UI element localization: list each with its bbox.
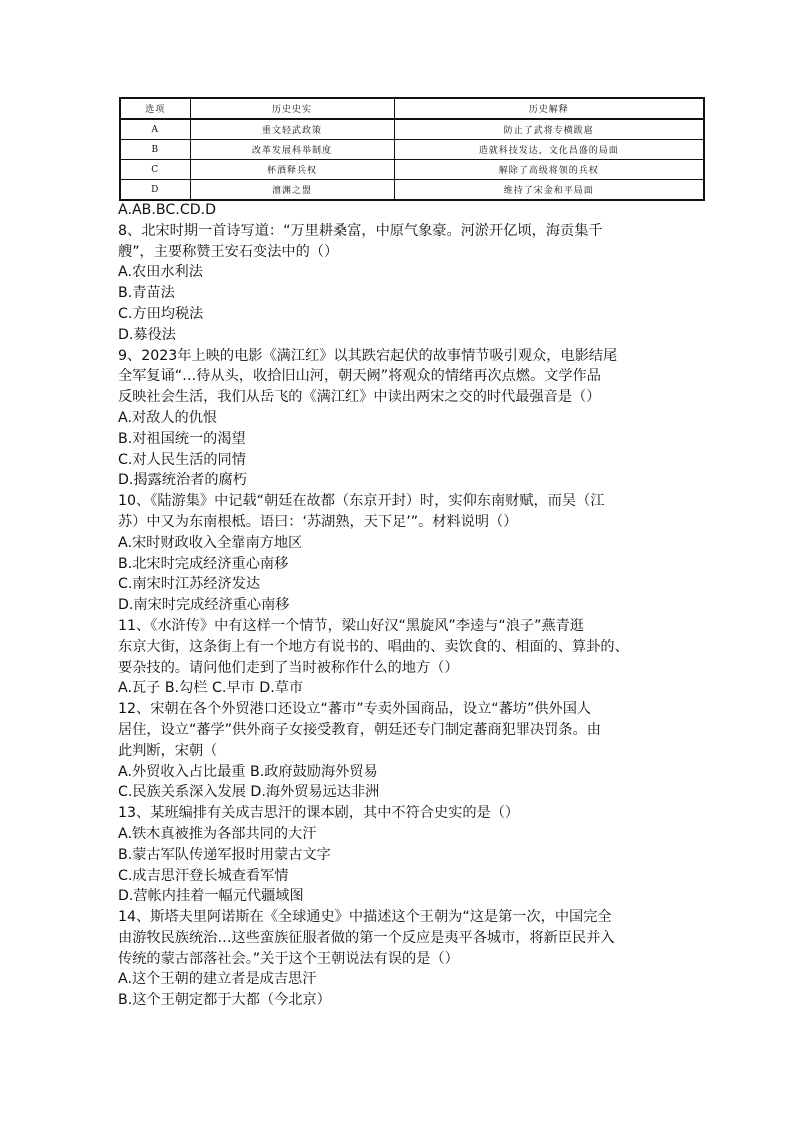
text-line: D.营帐内挂着一幅元代疆域图: [118, 888, 304, 905]
text-line: A.农田水利法: [118, 264, 203, 281]
table-cell: 防止了武将专横跋扈: [394, 119, 704, 140]
text-line: 14、斯塔夫里阿诺斯在《全球通史》中描述这个王朝为“这是第一次，中国完全: [118, 909, 612, 926]
table-cell: 杯酒释兵权: [190, 160, 394, 180]
table-cell: D: [120, 180, 190, 201]
history-table: [119, 97, 705, 201]
table-header-row: [120, 98, 704, 119]
text-line: A.外贸收入占比最重 B.政府鼓励海外贸易: [118, 763, 378, 780]
table-cell: 维持了宋金和平局面: [394, 180, 704, 201]
text-line: B.北宋时完成经济重心南移: [118, 555, 289, 572]
text-line: 艘”，主要称赞王安石变法中的（）: [118, 243, 339, 260]
table-cell: 澶渊之盟: [190, 180, 394, 201]
table-row: [120, 160, 704, 180]
text-line: 苏）中又为东南根柢。语曰：‘苏湖熟，天下足’”。材料说明（）: [118, 513, 518, 530]
text-line: B.青苗法: [118, 285, 175, 302]
table-cell: 造就科技发达，文化昌盛的局面: [394, 140, 704, 160]
text-line: A.宋时财政收入全靠南方地区: [118, 534, 303, 551]
table-cell: A: [120, 119, 190, 140]
table-cell: 改革发展科举制度: [190, 140, 394, 160]
text-line: A.对敌人的仇恨: [118, 409, 218, 426]
table-cell: C: [120, 160, 190, 180]
text-line: 全军复诵“…待从头，收拾旧山河，朝天阙”将观众的情绪再次点燃。文学作品: [118, 368, 601, 385]
text-line: A.这个王朝的建立者是成吉思汗: [118, 971, 317, 988]
table-row: [120, 180, 704, 201]
text-line: C.民族关系深入发展 D.海外贸易远达非洲: [118, 784, 380, 801]
table-header-interpretation: 历史解释: [394, 98, 704, 119]
text-line: A.瓦子 B.勾栏 C.早市 D.草市: [118, 680, 304, 697]
text-line: C.对人民生活的同情: [118, 451, 246, 468]
text-line: 此判断，宋朝（: [118, 742, 218, 759]
table-row: [120, 119, 704, 140]
text-line: 由游牧民族统治…这些蛮族征服者做的第一个反应是夷平各城市，将新臣民并入: [118, 929, 615, 946]
text-line: 13、某班编排有关成吉思汗的课本剧，其中不符合史实的是（）: [118, 805, 520, 822]
text-line: B.这个王朝定都于大都（今北京）: [118, 992, 331, 1009]
text-line: 反映社会生活，我们从岳飞的《满江红》中读出两宋之交的时代最强音是（）: [118, 389, 601, 406]
text-line: A.AB.BC.CD.D: [118, 202, 217, 218]
text-line: D.揭露统治者的腐朽: [118, 472, 247, 489]
table-cell: 重文轻武政策: [190, 119, 394, 140]
table-cell: 解除了高级将领的兵权: [394, 160, 704, 180]
text-line: B.对祖国统一的渴望: [118, 430, 246, 447]
text-line: 传统的蒙古部落社会。”关于这个王朝说法有误的是（）: [118, 950, 459, 967]
text-line: 东京大街，这条街上有一个地方有说书的、唱曲的、卖饮食的、相面的、算卦的、: [118, 638, 629, 655]
table-header-option: 选项: [120, 98, 190, 119]
text-line: D.募役法: [118, 326, 176, 343]
text-line: 11、《水浒传》中有这样一个情节，梁山好汉“黑旋风”李逵与“浪子”燕青逛: [118, 617, 584, 634]
text-line: 8、北宋时期一首诗写道：“万里耕桑富，中原气象豪。河淤开亿顷，海贡集千: [118, 222, 603, 239]
text-line: 10、《陆游集》中记载“朝廷在故都（东京开封）时，实仰东南财赋，而吴（江: [118, 493, 605, 510]
text-line: 居住，设立“蕃学”供外商子女接受教育，朝廷还专门制定蕃商犯罪决罚条。由: [118, 721, 601, 738]
text-line: 12、宋朝在各个外贸港口还设立“蕃市”专卖外国商品，设立“蕃坊”供外国人: [118, 701, 592, 718]
history-table-container: [119, 97, 703, 197]
text-line: C.南宋时江苏经济发达: [118, 576, 261, 593]
text-line: 9、2023年上映的电影《满江红》以其跌宕起伏的故事情节吸引观众，电影结尾: [118, 347, 618, 364]
text-line: D.南宋时完成经济重心南移: [118, 597, 290, 614]
table-cell: B: [120, 140, 190, 160]
text-line: B.蒙古军队传递军报时用蒙古文字: [118, 846, 331, 863]
text-line: 要杂技的。请问他们走到了当时被称作什么的地方（）: [118, 659, 459, 676]
text-line: A.铁木真被推为各部共同的大汗: [118, 825, 317, 842]
table-header-fact: 历史史实: [190, 98, 394, 119]
table-row: [120, 140, 704, 160]
document-body: [118, 200, 688, 1011]
text-line: C.方田均税法: [118, 305, 204, 322]
text-line: C.成吉思汗登长城查看军情: [118, 867, 289, 884]
